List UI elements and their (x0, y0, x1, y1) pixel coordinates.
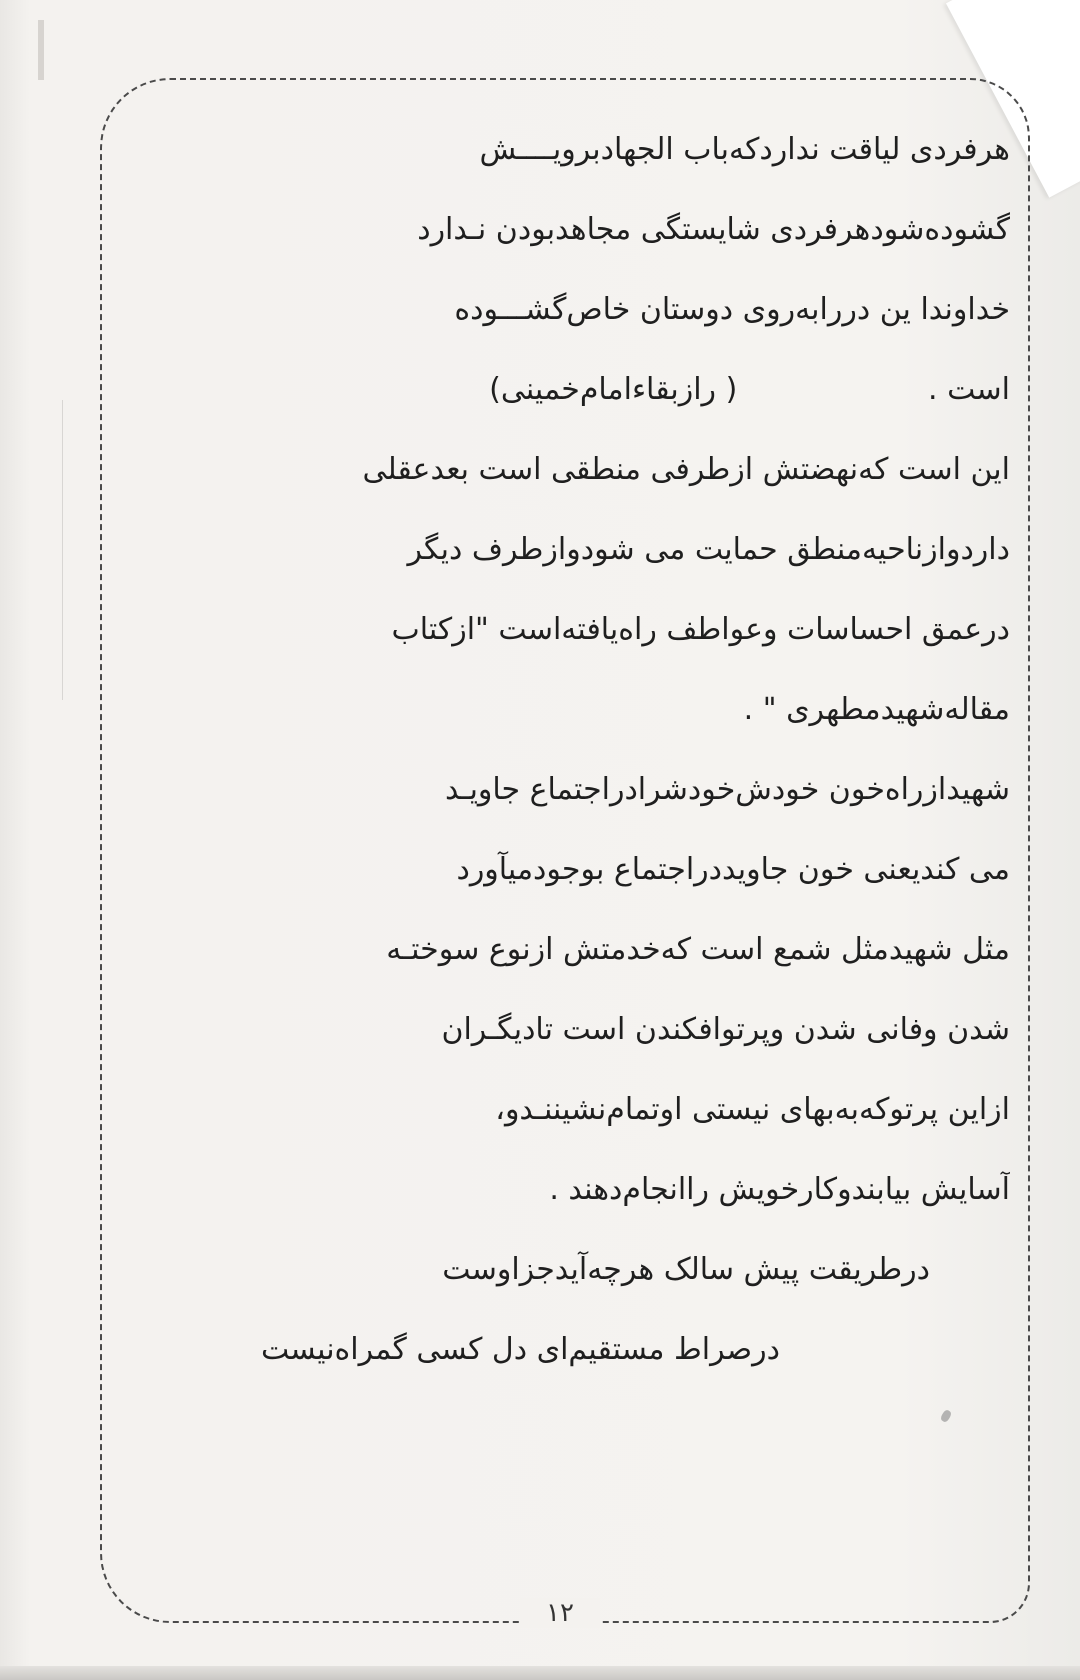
page-edge-shadow (38, 20, 44, 80)
text-line: شهیدازراه‌خون خودش‌خودشرادراجتماع جاویـد (445, 772, 1010, 807)
text-line: درعمق احساسات وعواطف راه‌یافته‌است "ازکتاب (391, 612, 1010, 647)
text-line: شدن وفانی شدن وپرتوافکندن است تادیگـران (441, 1012, 1010, 1047)
text-line: مقاله‌شهیدمطهری " . (743, 692, 1010, 727)
text-line: گشوده‌شودهرفردی شایستگی مجاهدبودن نـدارد (417, 212, 1010, 247)
scan-bottom-edge (0, 1666, 1080, 1680)
page-number: ۱۲ (520, 1598, 600, 1628)
text-line: هرفردی لیاقت نداردکه‌باب الجهادبرویــــش (479, 132, 1010, 167)
text-line: این است که‌نهضتش ازطرفی منطقی است بعدعقلی (362, 452, 1010, 487)
text-line: می کندیعنی خون جاویددراجتماع بوجودمیآورد (456, 852, 1010, 887)
text-line: آسایش بیابندوکارخویش راانجام‌دهند . (549, 1172, 1010, 1207)
text-line: خداوندا ین دررابه‌روی دوستان خاص‌گشـــوده (454, 292, 1010, 327)
text-line: داردوازناحیه‌منطق حمایت می شودوازطرف دیگر (407, 532, 1010, 567)
faint-bleed-line (62, 400, 63, 700)
text-line: ازاین پرتوکه‌به‌بهای نیستی اوتمام‌نشیننـدو، (495, 1092, 1010, 1127)
page-text (120, 120, 1010, 1420)
text-line: است . ( رازبقاءامام‌خمینی) (489, 372, 1010, 407)
poem-line: درطریقت پیش سالک هرچه‌آیدجزاوست (442, 1252, 930, 1287)
text-line: مثل شهیدمثل شمع است که‌خدمتش ازنوع سوختـه (386, 932, 1010, 967)
poem-line: درصراط مستقیم‌ای دل کسی گمراه‌نیست (260, 1332, 780, 1367)
